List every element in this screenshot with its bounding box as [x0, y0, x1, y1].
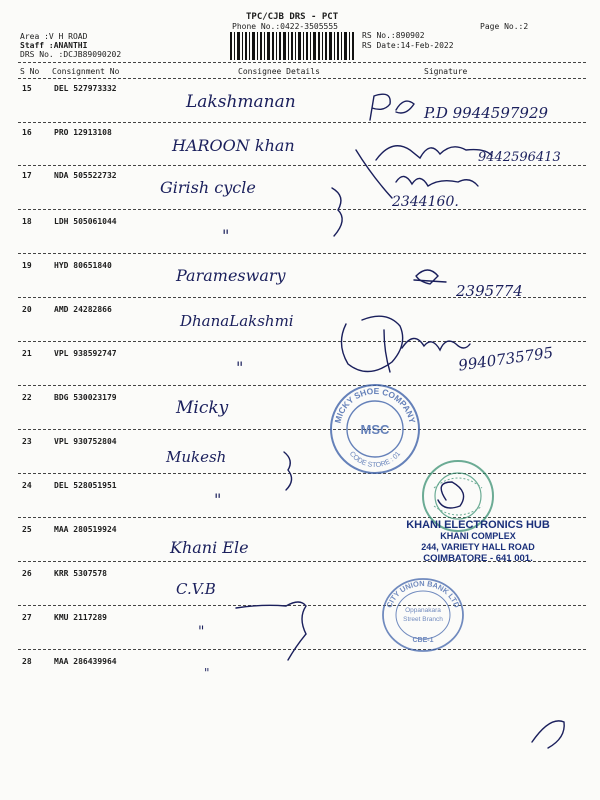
micky-stamp-top-text: MICKY SHOE COMPANY — [332, 385, 418, 425]
row-consignment: KRR 5307578 — [54, 569, 107, 578]
svg-text:CODE STORE : 01 — [348, 450, 402, 469]
micky-shoe-stamp — [328, 382, 422, 476]
row-sno: 18 — [22, 217, 32, 226]
row-sno: 25 — [22, 525, 32, 534]
consignee-handwriting: " — [214, 490, 222, 509]
row-consignment: MAA 286439964 — [54, 657, 117, 666]
staff-label: Staff :ANANTHI — [20, 41, 88, 50]
row-sno: 22 — [22, 393, 32, 402]
consignee-handwriting: HAROON khan — [172, 136, 295, 155]
row-consignment: LDH 505061044 — [54, 217, 117, 226]
page-number: Page No.:2 — [480, 22, 529, 31]
consignee-handwriting: DhanaLakshmi — [180, 312, 294, 330]
row-sno: 26 — [22, 569, 32, 578]
col-consignee: Consignee Details — [238, 67, 320, 76]
row-sno: 24 — [22, 481, 32, 490]
row-consignment: KMU 2117289 — [54, 613, 107, 622]
khani-stamp-line1: KHANI ELECTRONICS HUB — [406, 519, 550, 531]
row-sno: 16 — [22, 128, 32, 137]
row-sno: 19 — [22, 261, 32, 270]
signature-number: 2395774 — [456, 282, 523, 300]
rs-date: RS Date:14-Feb-2022 — [362, 41, 454, 50]
row-consignment: PRO 12913108 — [54, 128, 112, 137]
consignee-handwriting: Lakshmanan — [186, 92, 296, 112]
row-consignment: DEL 528051951 — [54, 481, 117, 490]
row-consignment: MAA 280519924 — [54, 525, 117, 534]
consignee-handwriting: Girish cycle — [160, 178, 256, 197]
row-consignment: BDG 530023179 — [54, 393, 117, 402]
drs-number: DRS No. :DCJB89090202 — [20, 50, 122, 59]
row-sno: 17 — [22, 171, 32, 180]
row-consignment: HYD 80651840 — [54, 261, 112, 270]
signature-phone: P.D 9944597929 — [424, 104, 549, 122]
row-sno: 15 — [22, 84, 32, 93]
bank-branch-stamp — [380, 576, 466, 654]
khani-stamp-line3: 244, VARIETY HALL ROAD — [421, 542, 535, 552]
row-consignment: VPL 938592747 — [54, 349, 117, 358]
bank-stamp-top-text: CITY UNION BANK LTD — [384, 578, 462, 609]
consignee-handwriting: " — [204, 666, 210, 680]
consignee-handwriting: C.V.B — [176, 580, 216, 598]
signature-phone: 9940735795 — [457, 343, 555, 375]
bank-stamp-mid1: Oppanakara — [405, 607, 441, 614]
consignee-handwriting: " — [236, 358, 244, 377]
col-signature: Signature — [424, 67, 468, 76]
svg-text:MICKY SHOE COMPANY — [332, 386, 417, 425]
signature-number: 2344160. — [392, 194, 459, 210]
report-title: TPC/CJB DRS - PCT — [246, 12, 339, 22]
svg-text:CITY UNION BANK LTD — [384, 579, 461, 610]
phone-number: Phone No.:0422-3505555 — [232, 22, 338, 31]
consignee-handwriting: Mukesh — [166, 448, 227, 466]
micky-stamp-center-text: MSC — [360, 422, 390, 437]
rs-number: RS No.:890902 — [362, 31, 425, 40]
row-sno: 27 — [22, 613, 32, 622]
row-sno: 23 — [22, 437, 32, 446]
consignee-handwriting: " — [198, 624, 205, 640]
micky-stamp-bottom-text: CODE STORE : 01 — [347, 450, 403, 470]
row-sno: 28 — [22, 657, 32, 666]
row-consignment: NDA 505522732 — [54, 171, 117, 180]
bank-stamp-bottom: CBE-1 — [412, 637, 434, 644]
area-label: Area :V H ROAD — [20, 32, 88, 41]
consignee-handwriting: Parameswary — [176, 266, 286, 285]
signature-phone: 9442596413 — [478, 150, 561, 165]
row-consignment: AMD 24282866 — [54, 305, 112, 314]
col-consignment: Consignment No — [52, 67, 120, 76]
khani-stamp-line2: KHANI COMPLEX — [440, 531, 516, 541]
row-consignment: DEL 527973332 — [54, 84, 117, 93]
khani-stamp-line4: COIMBATORE - 641 001. — [423, 553, 533, 564]
row-sno: 21 — [22, 349, 32, 358]
col-sno: S No — [20, 67, 40, 76]
consignee-handwriting: " — [222, 226, 230, 245]
khani-electronics-stamp — [398, 520, 558, 564]
bank-stamp-mid2: Street Branch — [403, 616, 443, 623]
row-sno: 20 — [22, 305, 32, 314]
consignee-handwriting: Khani Ele — [170, 538, 249, 557]
consignee-handwriting: Micky — [176, 398, 229, 418]
row-consignment: VPL 930752804 — [54, 437, 117, 446]
